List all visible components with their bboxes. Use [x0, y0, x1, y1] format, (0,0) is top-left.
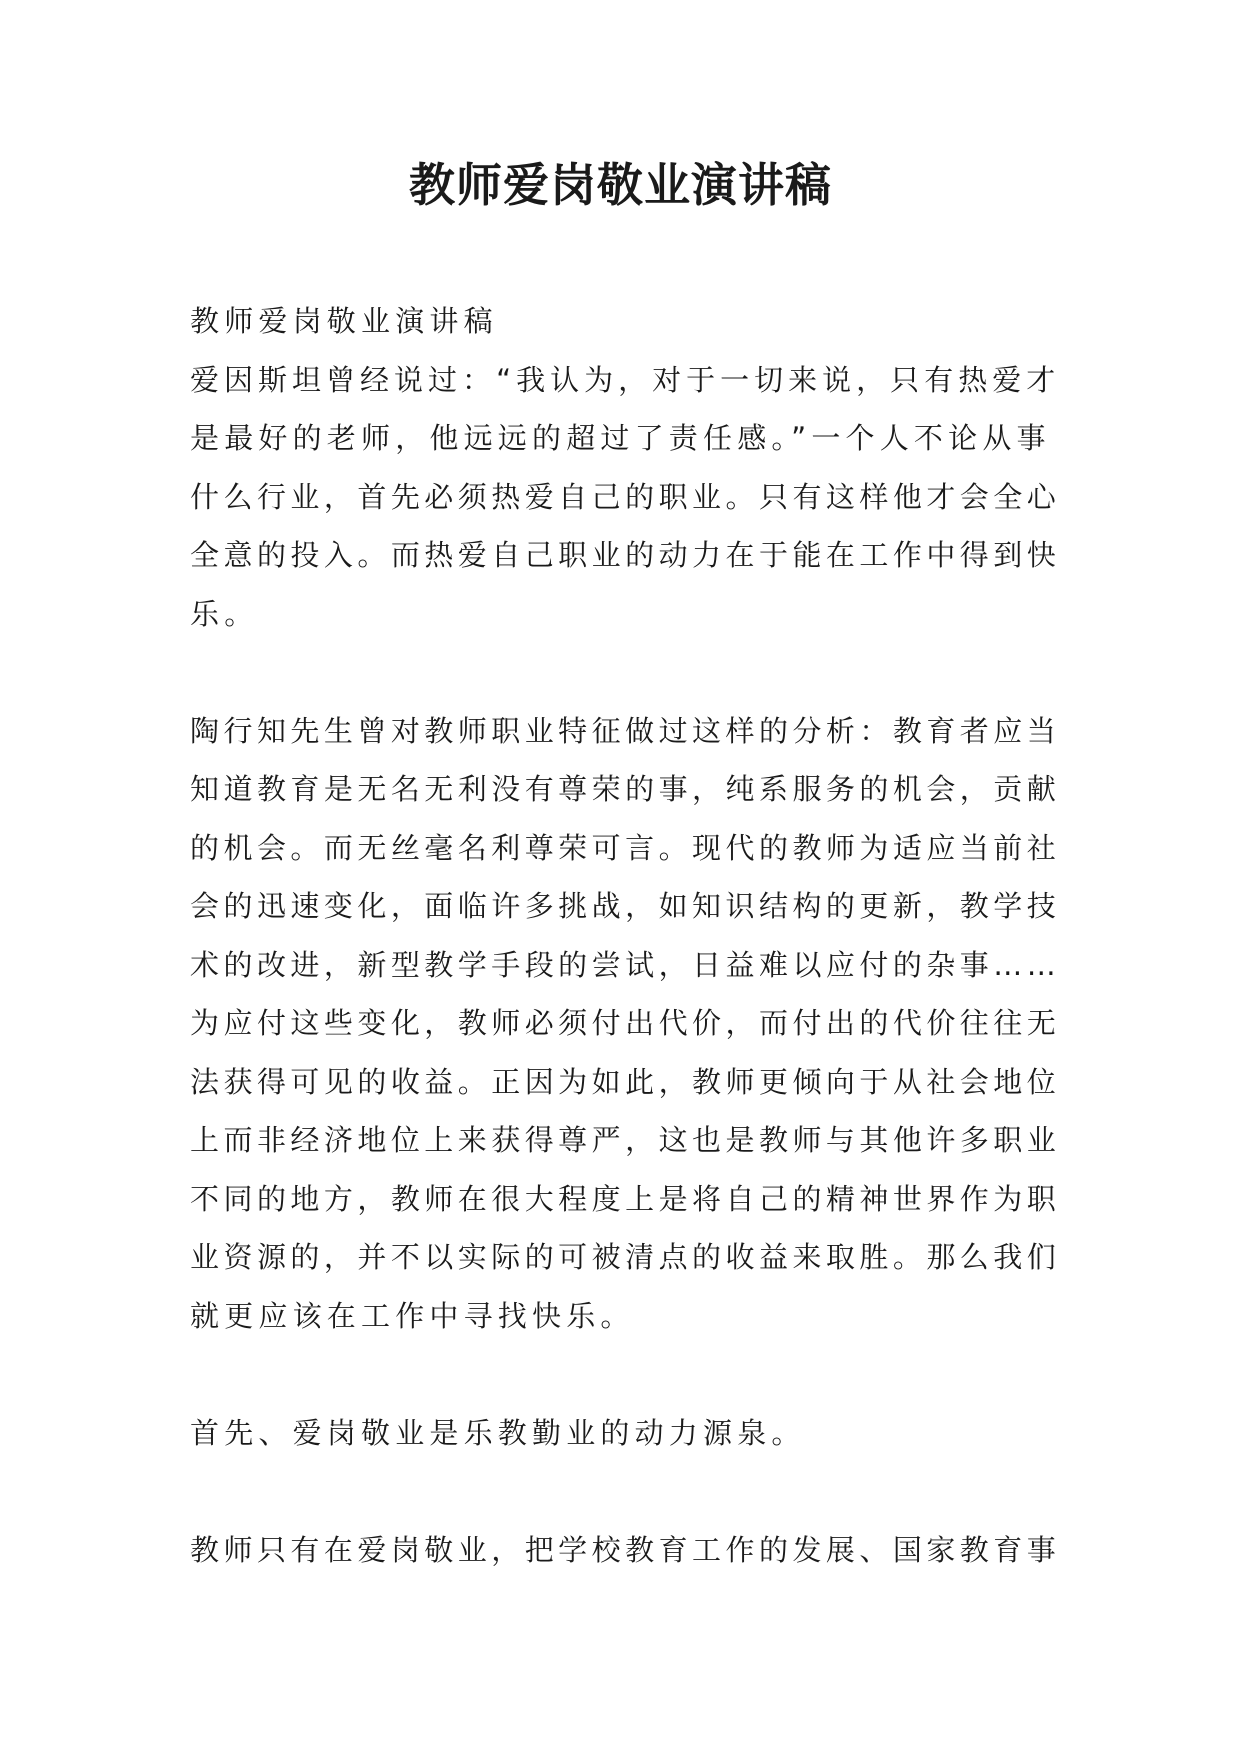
text-line: 是最好的老师，他远远的超过了责任感。”一个人不论从事 — [190, 421, 1051, 455]
text-line: 教师爱岗敬业演讲稿 — [190, 304, 498, 338]
text-line: 什么行业，首先必须热爱自己的职业。只有这样他才会全心 — [190, 479, 1061, 514]
text-line: 陶行知先生曾对教师职业特征做过这样的分析：教育者应当 — [190, 713, 1061, 748]
paragraph-einstein-quote — [190, 351, 1060, 644]
paragraph-first-point — [190, 1404, 1060, 1463]
text-line: 全意的投入。而热爱自己职业的动力在于能在工作中得到快 — [190, 538, 1061, 572]
paragraph-continuation — [190, 1521, 1060, 1580]
text-line: 业资源的，并不以实际的可被清点的收益来取胜。那么我们 — [190, 1240, 1061, 1274]
text-line: 爱因斯坦曾经说过：“我认为，对于一切来说，只有热爱才 — [190, 362, 1061, 397]
document-body — [190, 292, 1060, 1579]
text-line: 术的改进，新型教学手段的尝试，日益难以应付的杂事…… — [190, 947, 1061, 982]
text-line: 为应付这些变化，教师必须付出代价，而付出的代价往往无 — [190, 1006, 1061, 1040]
paragraph-subtitle — [190, 292, 1060, 351]
text-line: 不同的地方，教师在很大程度上是将自己的精神世界作为职 — [190, 1181, 1061, 1216]
document-title: 教师爱岗敬业演讲稿 — [409, 158, 832, 212]
paragraph-tao-xingzhi — [190, 702, 1060, 1346]
text-line: 首先、爱岗敬业是乐教勤业的动力源泉。 — [190, 1415, 806, 1450]
text-line: 乐。 — [190, 596, 259, 631]
text-line: 上而非经济地位上来获得尊严，这也是教师与其他许多职业 — [190, 1123, 1061, 1157]
text-line: 教师只有在爱岗敬业，把学校教育工作的发展、国家教育事 — [190, 1532, 1061, 1567]
text-line: 知道教育是无名无利没有尊荣的事，纯系服务的机会，贡献 — [190, 772, 1061, 806]
text-line: 就更应该在工作中寻找快乐。 — [190, 1298, 635, 1333]
text-line: 的机会。而无丝毫名利尊荣可言。现代的教师为适应当前社 — [190, 830, 1061, 865]
text-line: 会的迅速变化，面临许多挑战，如知识结构的更新，教学技 — [190, 889, 1061, 923]
text-line: 法获得可见的收益。正因为如此，教师更倾向于从社会地位 — [190, 1064, 1061, 1099]
